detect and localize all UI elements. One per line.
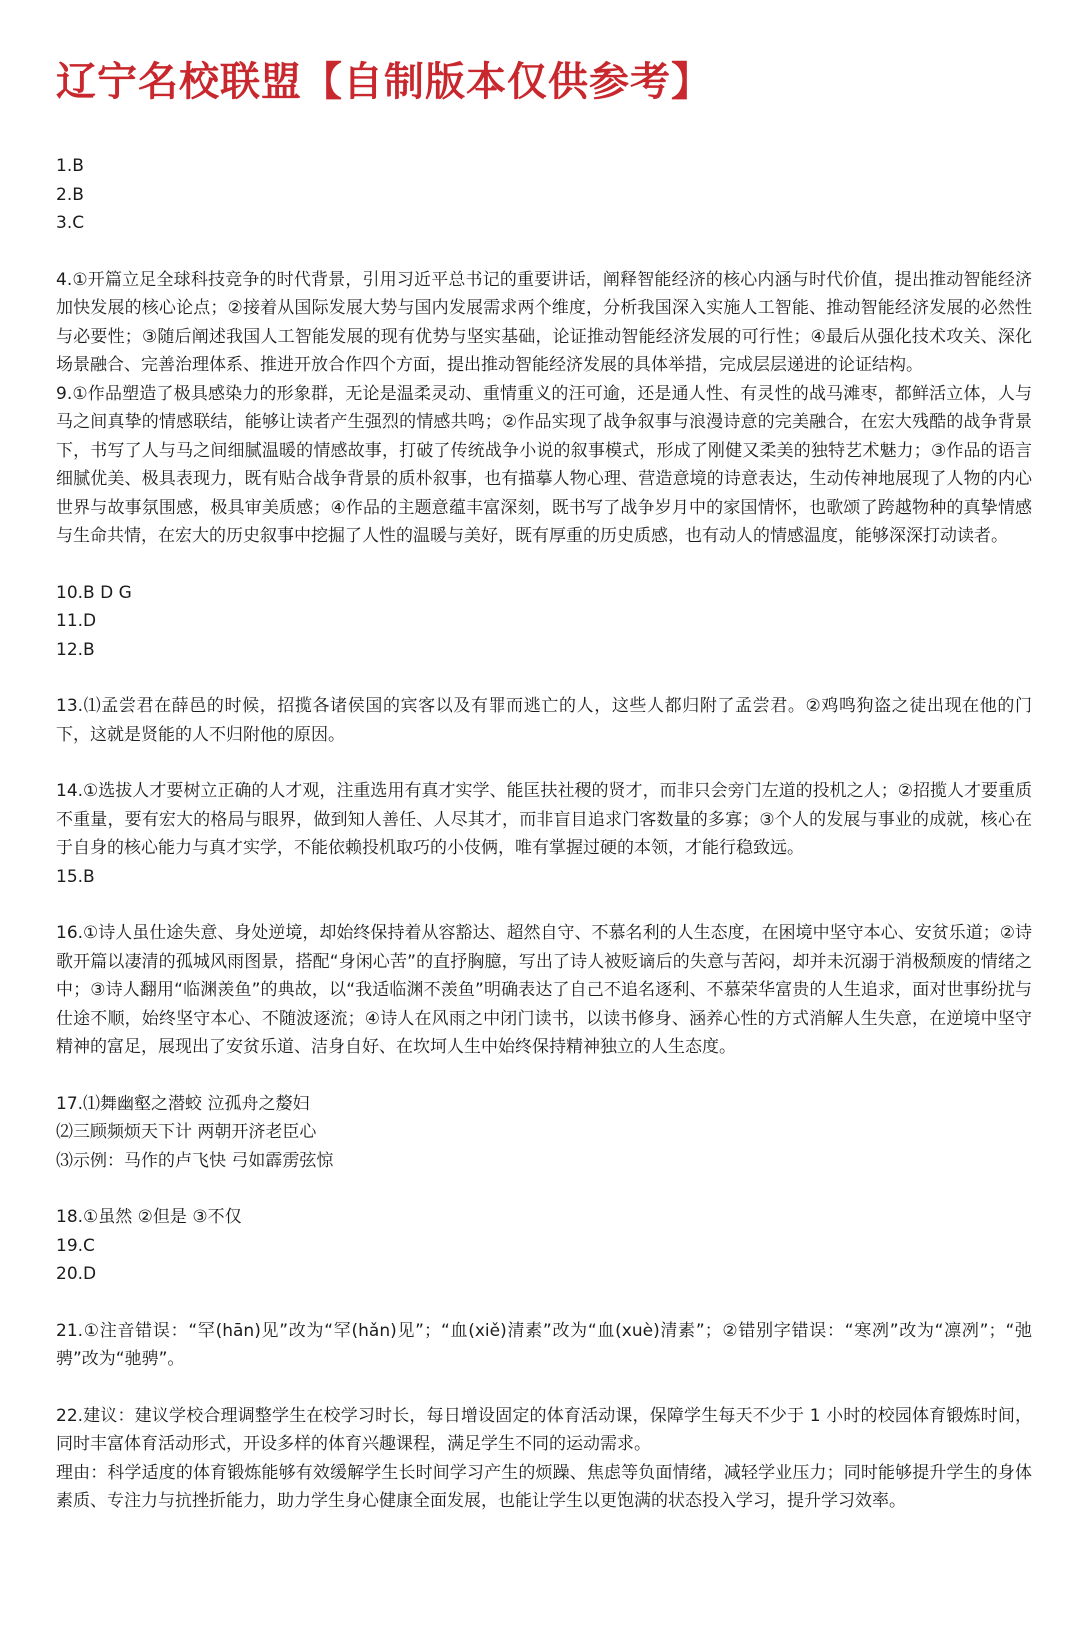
answer-10: 10.B D G (56, 582, 132, 603)
answer-3: 3.C (56, 213, 85, 233)
answer-list (56, 152, 1032, 1516)
page-title: 辽宁名校联盟【自制版本仅供参考】 (56, 59, 712, 105)
answer-9: 9.①作品塑造了极具感染力的形象群，无论是温柔灵动、重情重义的汪可逾，还是通人性、有灵性的战马滩枣，都鲜活立体，人与马之间真挚的情感联结，能够让读者产生强烈的情感共鸣；②作品实现了战争叙事与浪漫诗意的完美融合，在宏大残酷的战争背景下，书写了人与马之间细腻温暖的情感故事，打破了传统战争小说的叙事模式，形成了刚健又柔美的独特艺术魅力；③作品的语言细腻优美、极具表现力，既有贴合战争背景的质朴叙事，也有描摹人物心理、营造意境的诗意表达，生动传神地展现了人物的内心世界与故事氛围感，极具审美质感；④作品的主题意蕴丰富深刻，既书写了战争岁月中的家国情怀，也歌颂了跨越物种的真挚情感与生命共情，在宏大的历史叙事中挖掘了人性的温暖与美好，既有厚重的历史质感，也有动人的情感温度，能够深深打动读者。 (56, 383, 1032, 546)
answer-19: 19.C (56, 1235, 95, 1256)
answer-22-reason: 理由：科学适度的体育锻炼能够有效缓解学生长时间学习产生的烦躁、焦虑等负面情绪，减轻学业压力；同时能够提升学生的身体素质、专注力与抗挫折能力，助力学生身心健康全面发展，也能让学生以更饱满的状态投入学习，提升学习效率。 (56, 1462, 1032, 1511)
answer-21: 21.①注音错误：“罕(hān)见”改为“罕(hǎn)见”；“血(xiě)清素”改为“血(xuè)清素”；②错别字错误：“寒冽”改为“凛冽”；“弛骋”改为“驰骋”。 (56, 1320, 1032, 1369)
answer-12: 12.B (56, 639, 95, 660)
answer-11: 11.D (56, 611, 97, 631)
answer-20: 20.D (56, 1264, 97, 1284)
answer-13: 13.⑴孟尝君在薛邑的时候，招揽各诸侯国的宾客以及有罪而逃亡的人，这些人都归附了孟尝君。②鸡鸣狗盗之徒出现在他的门下，这就是贤能的人不归附他的原因。 (56, 696, 1032, 745)
answer-4: 4.①开篇立足全球科技竞争的时代背景，引用习近平总书记的重要讲话，阐释智能经济的核心内涵与时代价值，提出推动智能经济加快发展的核心论点；②接着从国际发展大势与国内发展需求两个维度，分析我国深入实施人工智能、推动智能经济发展的必然性与必要性；③随后阐述我国人工智能发展的现有优势与坚实基础，论证推动智能经济发展的可行性；④最后从强化技术攻关、深化场景融合、完善治理体系、推进开放合作四个方面，提出推动智能经济发展的具体举措，完成层层递进的论证结构。 (56, 269, 1032, 375)
answer-17-2: ⑵三顾频烦天下计 两朝开济老臣心 (56, 1122, 317, 1142)
answer-18: 18.①虽然 ②但是 ③不仅 (56, 1207, 242, 1227)
answer-15: 15.B (56, 866, 95, 887)
answer-14: 14.①选拔人才要树立正确的人才观，注重选用有真才实学、能匡扶社稷的贤才，而非只会旁门左道的投机之人；②招揽人才要重质不重量，要有宏大的格局与眼界，做到知人善任、人尽其才，而非盲目追求门客数量的多寡；③个人的发展与事业的成就，核心在于自身的核心能力与真才实学，不能依赖投机取巧的小伎俩，唯有掌握过硬的本领，才能行稳致远。 (56, 781, 1032, 858)
answer-22-suggestion: 22.建议：建议学校合理调整学生在校学习时长，每日增设固定的体育活动课，保障学生每天不少于 1 小时的校园体育锻炼时间，同时丰富体育活动形式，开设多样的体育兴趣课程，满足学生不同的运动需求。 (56, 1405, 1032, 1454)
answer-2: 2.B (56, 184, 84, 205)
answer-17-1: 17.⑴舞幽壑之潜蛟 泣孤舟之嫠妇 (56, 1093, 310, 1114)
answer-1: 1.B (56, 156, 84, 176)
answer-16: 16.①诗人虽仕途失意、身处逆境，却始终保持着从容豁达、超然自守、不慕名利的人生态度，在困境中坚守本心、安贫乐道；②诗歌开篇以凄清的孤城风雨图景，搭配“身闲心苦”的直抒胸臆，写出了诗人被贬谪后的失意与苦闷，却并未沉溺于消极颓废的情绪之中；③诗人翻用“临渊羡鱼”的典故，以“我适临渊不羡鱼”明确表达了自己不追名逐利、不慕荣华富贵的人生追求，面对世事纷扰与仕途不顺，始终坚守本心、不随波逐流；④诗人在风雨之中闭门读书，以读书修身、涵养心性的方式消解人生失意，在逆境中坚守精神的富足，展现出了安贫乐道、洁身自好、在坎坷人生中始终保持精神独立的人生态度。 (56, 923, 1032, 1057)
answer-17-3: ⑶示例：马作的卢飞快 弓如霹雳弦惊 (56, 1150, 334, 1171)
